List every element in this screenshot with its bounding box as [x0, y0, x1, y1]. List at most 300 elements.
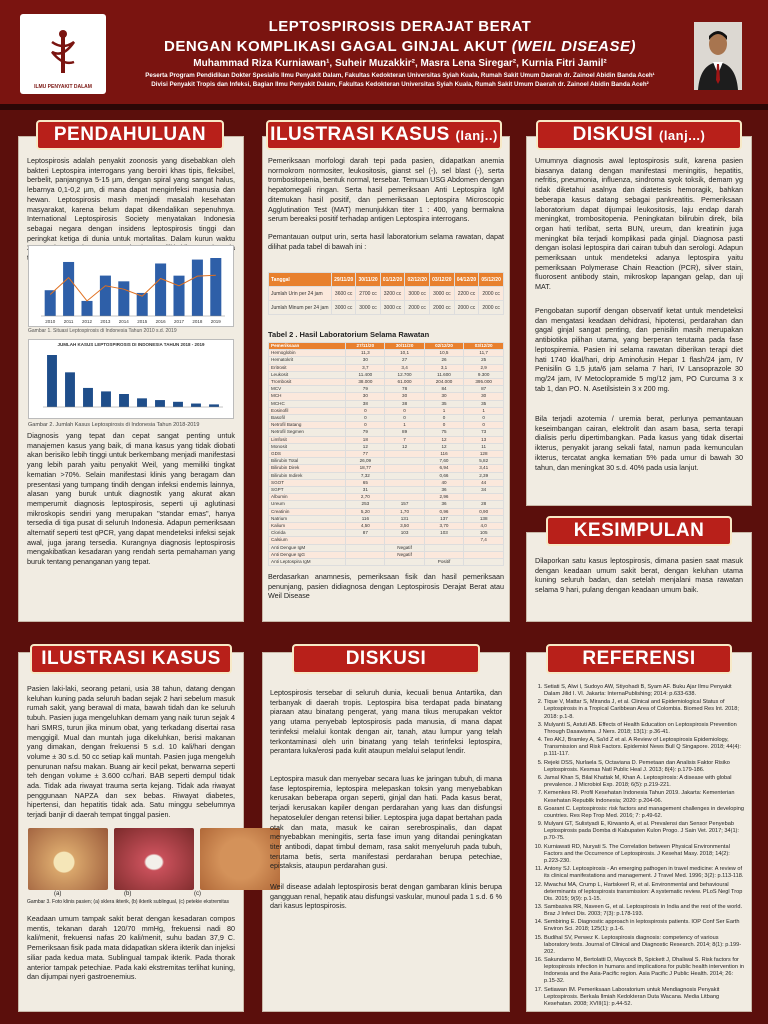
reference-item: 4. Teo AKJ, Bramley A, Sa'id Z et al. A Review of Leptospirosis Epidemiology, Transmission and Risk Factors. Epidemiol News Bull Q Singapore. 2018; 44(4): p.111-117. [544, 737, 744, 758]
lab-table-cell [424, 551, 464, 558]
reference-item: 6. Jamal Khan S, Bilal Khattak M, Khan A. Leptospirosis: A disease with global prevalence. J Microbiol Exp. 2018; 6(5): p.219-221. [544, 775, 744, 789]
fig1-caption: Gambar 1. Situasi Leptospirosis di Indonesia Tahun 2010 s.d. 2019 [28, 328, 177, 334]
poster-header [0, 0, 768, 104]
lab-table-cell: Negatif [385, 551, 424, 558]
lab-table-cell: 79 [346, 386, 385, 393]
lab-table-cell: 12 [346, 443, 385, 450]
kesimpulan-paragraph: Dilaporkan satu kasus leptospirosis, dimana pasien saat masuk dengan keadaan umum sakit berat, dengan keluhan utama kuning seluruh badan, dan setelah menjalani masa rawatan selama 9 hari, pulang dengan keadaan umum baik. [535, 556, 743, 595]
lab-table-cell: 253 [346, 501, 385, 508]
lab-table-cell: 138 [464, 515, 504, 522]
chart1-tick-label: 2011 [63, 319, 74, 324]
lab-table-cell: 27/11/20 [346, 343, 385, 350]
lab-table-cell: 44 [464, 479, 504, 486]
lab-table-cell: 128 [464, 451, 504, 458]
lab-table-cell: Basofil [269, 415, 346, 422]
urin-table-cell: Jumlah Urin per 24 jam [269, 287, 332, 301]
lab-table-cell: 7,4 [464, 537, 504, 544]
chart2-bar [101, 391, 111, 407]
chart1-tick-label: 2017 [173, 319, 185, 324]
lab-table-cell: Eosinofil [269, 407, 346, 414]
logo-text: ILMU PENYAKIT DALAM [34, 84, 92, 90]
ilustrasi-lanj-paragraph-3: Berdasarkan anamnesis, pemeriksaan fisik dan hasil pemeriksaan penunjang, pasien didiagnosa dengan Leptospirosis Derajat Berat atau Weil Disease [268, 572, 504, 601]
reference-item: 14. Sembiring E. Diagnostic approach in leptospirosis patients. IOP Conf Ser Earth Environ Sci. 2018; 125(1): p.1-6. [544, 919, 744, 933]
lab-table-cell: 18,77 [346, 465, 385, 472]
reference-item: 3. Mulyanti S, Astuti AB. Effects of Health Education on Leptospirosis Prevention Through Dasawisma. J Ners. 2018; 13(1): p.36-41. [544, 722, 744, 736]
pendahuluan-paragraph-1: Leptospirosis adalah penyakit zoonosis yang disebabkan oleh bakteri Leptospira interrogans yang beroiri khas tipis, fleksibel, berbelit, panjangnya 5-15 µm, dengan spiral yang sangat halus, lebarnya 0,1-0,2 µm, di mana dapat menginfeksi manusia dan hewan. Leptospirosis masih menjadi masalah kesehatan masyarakat, karena belum dapat dikendalikan sepenuhnya. International Leptospirosis Society menyatakan Indonesia sebagai negara dengan insidens leptospirosis tinggi dan peringkat ketiga di dunia untuk mortalitas. Dalam kurun waktu [27, 156, 235, 243]
chart1-bar [210, 258, 221, 316]
lab-table-row [269, 551, 504, 558]
diskusi-lanj-paragraph-2: Pengobatan suportif dengan observatif ketat untuk mendeteksi dan mengatasi keadaan dehidrasi, hipotensi, perdarahan dan gagal ginjal sangat penting, dan penisilin masih merupakan antibiotika pilihan utama, yang berperan terutama pada fase leptospiremia. Pasien ini selama rawatan diberikan terapi diet hati 1740 kkal/hari, drip Aminofusin Hepar 1 flash/24 jam, IV Penisilin G 1,5 juta/6 jam selama 7 hari, IV Lansoprazole 30 mg/24 jam, IV Metoclopramide 5 mg/12 jam, PO Curcuma 3 x tab 1, dan PO. N. Asetilsistein 3 x 200 mg. [535, 306, 743, 393]
urin-table-cell: 2000 cc [405, 301, 430, 315]
lab-table-cell: Anti Dengue IgM [269, 544, 346, 551]
photo-label-c: (c) [194, 891, 201, 897]
lab-table-row [269, 422, 504, 429]
lab-table-cell: 0 [346, 422, 385, 429]
chart1-bar [192, 260, 203, 316]
lab-table-cell: Creatinin [269, 508, 346, 515]
lab-table-cell: 4,50 [346, 523, 385, 530]
lab-table-row [269, 357, 504, 364]
lab-table-cell: 10,1 [385, 350, 424, 357]
lab-table-row [269, 458, 504, 465]
reference-item: 2. Tique V, Mattar S, Miranda J, et al. Clinical and Epidemiological Status of Leptospirosis in a Tropical Caribbean Area of Colombia. Biomed Res Int. 2018; 2018: p.1-8. [544, 699, 744, 720]
lab-table-cell: GDS [269, 451, 346, 458]
title2-italic: (WEIL DISEASE) [511, 38, 636, 55]
lab-table-grid [268, 342, 504, 566]
lab-table-row [269, 415, 504, 422]
section-title-diskusi: DISKUSI [292, 644, 480, 674]
lab-table-cell: 5,82 [464, 458, 504, 465]
lab-table-cell: 12 [385, 443, 424, 450]
lab-table-cell: 25 [464, 357, 504, 364]
lab-table-cell: 11.600 [424, 371, 464, 378]
lab-table-cell: 0 [424, 422, 464, 429]
lab-table-cell: 18 [346, 436, 385, 443]
lab-table-cell [464, 551, 504, 558]
lab-table-cell: 30 [346, 357, 385, 364]
lab-table-cell: 3,7 [346, 364, 385, 371]
lab-table-cell: Netrofil Segmen [269, 429, 346, 436]
chart2-bar [47, 355, 57, 407]
lab-table-cell [346, 551, 385, 558]
urin-table-cell: 2000 cc [479, 287, 504, 301]
photo-label-b: (b) [124, 891, 132, 897]
photo-petechiae [200, 828, 280, 890]
lab-table-cell: 38 [346, 400, 385, 407]
lab-table-cell: 11,7 [464, 350, 504, 357]
reference-item: 15. Budihal SV, Perwez K. Leptospirosis diagnosis: competency of various laboratory tests. Journal of Clinical and Diagnostic Research. 2014; 8(1): p.199-202. [544, 935, 744, 956]
urin-table-cell: Tanggal [269, 273, 332, 287]
urin-table [268, 272, 504, 315]
lab-table-cell: 1 [424, 407, 464, 414]
chart2-bar [173, 402, 183, 407]
urin-table-cell: 3000 cc [332, 301, 356, 315]
lab-table-cell: 87 [464, 386, 504, 393]
lab-table-cell: 38 [385, 400, 424, 407]
lab-table-cell: 87 [346, 530, 385, 537]
ilustrasi-lanj-paragraph-1: Pemeriksaan morfologi darah tepi pada pasien, didapatkan anemia normokrom normositer, leukositosis, gianst sel (-), sel blast (-), serta trombositopenia, bentuk normal, tersebar. Temuan USG Abdomen dengan hepatomegali ringan. Serta hasil pemeriksaan Anti Leptospira IgM ditemukan hasil positif, dan pemeriksaan Leptospira Microscopic Agglutination Test (MAT) menunjukkan titer 1 : 400, yang bermakna serum bereaksi positif terhadap antigen Leptospira interrogans. [268, 156, 504, 224]
lab-table-cell: Bilirubin Total [269, 458, 346, 465]
lab-table-row [269, 530, 504, 537]
lab-table-cell [346, 559, 385, 566]
lab-table-row [269, 501, 504, 508]
diskusi-paragraph-2: Leptospira masuk dan menyebar secara luas ke jaringan tubuh, di mana fase leptospiremia, leptospira melepaskan toksin yang menyebabkan kerusakan beberapa organ seperti, ginjal dan hati. Pada kasus berat, terjadi kerusakan kapiler dengan perdarahan yang luas dan disfungsi hepatoseluler dengan retensi bilier. Leptospira juga dapat bertahan pada otak dan mata, masuk ke cairan serebrospinalis, dan dapat menyebabkan meningitis, serta fase imun yang ditandai peningkatan titer antibodi, dapat timbul demam, rasa sakit menyeluruh pada tubuh, terutama betis, serta manifestasi perdarahan berupa petechiae, epistaksis, ataupun perdarahan gusi. [270, 774, 502, 871]
lab-table-cell: 36 [424, 487, 464, 494]
affiliation-2: Divisi Penyakit Tropis dan Infeksi, Bagian Ilmu Penyakit Dalam, Fakultas Kedokteran Universitas Syiah Kuala, Rumah Sakit Umum Daerah dr. Zainoel Abidin Banda Aceh² [151, 81, 649, 88]
lab-table-cell: 27 [385, 357, 424, 364]
lab-table-cell: Positif [424, 559, 464, 566]
lab-table-cell: 9.300 [464, 371, 504, 378]
urin-table-cell: 3000 cc [405, 287, 430, 301]
photo-sclera [28, 828, 108, 890]
lab-table-cell: 116 [346, 515, 385, 522]
lab-table-cell: 3,70 [424, 523, 464, 530]
author-photo [694, 22, 742, 90]
urin-table-cell: Jumlah Minum per 24 jam [269, 301, 332, 315]
diskusi-lanj-suffix: (lanj...) [658, 128, 706, 143]
lab-table-cell: Leukosit [269, 371, 346, 378]
department-logo [20, 14, 106, 94]
lab-table-cell: 131 [385, 515, 424, 522]
urin-table-row [269, 287, 504, 301]
urin-table-cell: 3000 cc [356, 301, 380, 315]
lab-table-cell: 65 [346, 479, 385, 486]
reference-item: 17. Setiawan IM. Pemeriksaan Laboratorium untuk Mendiagnosis Penyakit Leptospirosis. Berkala Ilmiah Kedokteran Duta Wacana. Media Litbang Kesehatan. 2008; XVIII(1): p.44-52. [544, 987, 744, 1008]
section-title-kesimpulan: KESIMPULAN [546, 516, 732, 546]
lab-table-cell: Anti Leptospira IgM [269, 559, 346, 566]
urin-table-row [269, 301, 504, 315]
lab-table-cell: 2,39 [464, 472, 504, 479]
reference-item: 12. Mwachui MA, Crump L, Hartskeerl R, et al. Environmental and behavioural determinants of leptospirosis transmission: A systematic review. PLoS Negl Trop Dis. 2015; 9(9): p.1-15. [544, 882, 744, 903]
lab-table-cell: Limfosit [269, 436, 346, 443]
lab-table-cell: Anti Dengue IgG [269, 551, 346, 558]
section-title-referensi: REFERENSI [546, 644, 732, 674]
urin-table-cell: 02/12/20 [405, 273, 430, 287]
ilustrasi-lanj-title: ILUSTRASI KASUS [270, 124, 450, 145]
lab-table-row [269, 429, 504, 436]
lab-table-cell: 03/12/20 [464, 343, 504, 350]
lab-table-cell: 0,90 [464, 508, 504, 515]
caduceus-icon [38, 28, 88, 78]
lab-table-cell: 1,70 [385, 508, 424, 515]
urin-table-cell: 2200 cc [454, 287, 479, 301]
lab-table-cell: 0 [346, 415, 385, 422]
chart1-bar [63, 262, 74, 316]
lab-table-cell: Calsium [269, 537, 346, 544]
lab-table-row [269, 479, 504, 486]
ilustrasi-paragraph-2: Keadaan umum tampak sakit berat dengan kesadaran compos mentis, tekanan darah 120/70 mmHg, frekuensi nadi 80 kali/menit, frekuensi nafas 20 kali/menit, suhu badan 37,9 C. Pemeriksaan fisik pada mata didapatkan sklera ikterik dan injeksi siliar pada kedua mata. Sublingual tampak ikterik. Pada thorak anterior tampak petechiae. Pada kaki ekstremitas terlihat kuning, dan dijumpai nyeri gastroenemius. [27, 914, 235, 982]
lab-table-cell: 3,50 [385, 523, 424, 530]
lab-table-cell: 30 [424, 393, 464, 400]
lab-table-cell: 73 [464, 429, 504, 436]
lab-table-cell [464, 559, 504, 566]
lab-table-cell [464, 544, 504, 551]
lab-table-cell: MCH [269, 393, 346, 400]
lab-table-cell: Eritrosit [269, 364, 346, 371]
lab-table-cell: Ureum [269, 501, 346, 508]
poster-title-line2 [110, 38, 690, 55]
chart1-bar [81, 301, 92, 316]
chart2-bar [137, 398, 147, 407]
ilustrasi-lanj-suffix: (lanj..) [455, 128, 498, 143]
lab-table-cell: 77 [346, 451, 385, 458]
chart1-line [50, 275, 216, 301]
fig3-caption: Gambar 3. Foto klinis pasien; (a) sklera ikterik, (b) ikterik sublingual, (c) petekie ekstremitas [27, 899, 230, 905]
lab-table-cell [385, 487, 424, 494]
lab-table-cell: Natrium [269, 515, 346, 522]
chart1-svg [29, 246, 235, 328]
lab-table-cell: 36 [424, 501, 464, 508]
lab-table-row [269, 508, 504, 515]
lab-table-cell [385, 559, 424, 566]
lab-table-cell [424, 537, 464, 544]
lab-table-cell [385, 472, 424, 479]
urin-table-cell: 05/12/20 [479, 273, 504, 287]
lab-table-cell: 0 [385, 415, 424, 422]
urin-table-cell: 2000 cc [479, 301, 504, 315]
lab-table-row [269, 443, 504, 450]
lab-table-row [269, 472, 504, 479]
lab-table-cell: 7,32 [346, 472, 385, 479]
diskusi-lanj-paragraph-3: Bila terjadi azotemia / uremia berat, perlunya pemantauan keseimbangan cairan, elektrolit dan asam basa, serta terapi dialisis perlu dipertimbangkan. Pada kasus yang tidak disertai ikterus, penyakit jarang sekali fatal, namun pada kemunculan ikterus, tercatat angka kematian 5% pada umur di bawah 30 tahun, dan meningkat 30 s.d. 40% pada usia lanjut. [535, 414, 743, 472]
lab-table-row [269, 386, 504, 393]
lab-table-cell: Kalium [269, 523, 346, 530]
chart1-bar [155, 263, 166, 316]
pendahuluan-paragraph-2: Diagnosis yang tepat dan cepat sangat penting untuk manajemen kasus yang baik, di mana kasus yang tidak diobati akan berisiko lebih tinggi untuk berkembang menjadi manifestasi yang lebih parah yaitu penyakit Weil, yang memiliki tingkat kematian >70%. Selain manifestasi klinis yang beragam dan presentasi yang tumpang tindih dengan infeksi endemis lainnya, alasan yang buruk untuk diagnostik yang akurat akan memperumit diagnosis leptospirosis, seperti uji aglutinasi mikroskopis sendiri yang merupakan "standar emas", hanya tersedia di tiga pusat di seluruh Indonesia. Adapun pemeriksaan alternatif seperti test qPCR, yang dapat mendeteksi infeksi sejak awal, juga jarang tersedia. Kurangnya diagnosis leptospirosis mengakibatkan kesadaran yang rendah serta pemahaman yang buruk tentang penanganan yang tepat. [27, 431, 235, 567]
lab-table-cell: 0 [385, 407, 424, 414]
lab-table-cell: 3,1 [424, 364, 464, 371]
lab-table-cell: 4,0 [464, 523, 504, 530]
lab-table-cell: 02/12/20 [424, 343, 464, 350]
diskusi-paragraph-1: Leptospirosis tersebar di seluruh dunia, kecuali benua Antartika, dan terbanyak di daerah tropis. Leptospira bisa terdapat pada binatang piaraan atau binatang pengerat, yang mana tikus merupakan vektor yang utama penyebab leptospirosis pada manusia, di mana dapat terinfeksi melalui kontak dengan air, tanah, atau lumpur yang telah terkontaminasi oleh urin binatang yang telah terinfeksi leptospira, perantara luka/erosi pada kulit ataupun melalui selaput lendir. [270, 688, 502, 756]
lab-table-cell [346, 537, 385, 544]
lab-table-cell: Pemeriksaan [269, 343, 346, 350]
lab-table [268, 342, 504, 566]
lab-table-cell: 116 [424, 451, 464, 458]
reference-list [534, 684, 744, 1009]
lab-table-cell: 35 [424, 400, 464, 407]
urin-table-row [269, 273, 504, 287]
lab-table-cell [385, 458, 424, 465]
lab-table-cell: Negatif [385, 544, 424, 551]
lab-table-cell: 1 [464, 407, 504, 414]
chart1-tick-label: 2014 [118, 319, 129, 324]
chart1-bar [173, 276, 184, 316]
reference-item: 16. Sakundarno M, Bertolatti D, Maycock B, Spickett J, Dhaliwal S. Risk factors for leptospirosis infection in humans and implications for public health intervention in Indonesia and the Asia-Pacific region. Asia Pacific J Public Health. 2014; 26: p.15-32. [544, 957, 744, 985]
lab-table-row [269, 515, 504, 522]
chart-leptospirosis-2010-2019 [28, 245, 234, 327]
lab-table-cell [385, 451, 424, 458]
reference-item: 10. Kurniawati RD, Nuryati S. The Correlation between Physical Environmental Factors and the Occurrence of Leptospirosis. J Kesehat Masy. 2018; 14(2): p.223-230. [544, 844, 744, 865]
chart1-tick-label: 2013 [100, 319, 111, 324]
lab-table-cell: 3,41 [464, 465, 504, 472]
lab-table-row [269, 371, 504, 378]
lab-table-cell: 0,96 [424, 508, 464, 515]
lab-table-cell: 12 [424, 436, 464, 443]
chart2-title: JUMLAH KASUS LEPTOSPIROSIS DI INDONESIA TAHUN 2018 - 2019 [57, 342, 205, 347]
lab-table-cell: 30 [464, 393, 504, 400]
lab-table-row [269, 537, 504, 544]
lab-table-cell: Monosit [269, 443, 346, 450]
urin-table-cell: 2700 cc [356, 287, 380, 301]
diskusi-lanj-title: DISKUSI [572, 124, 654, 145]
lab-table-cell: 35 [464, 400, 504, 407]
authors: Muhammad Riza Kurniawan¹, Suheir Muzakkir², Masra Lena Siregar², Kurnia Fitri Jamil² [193, 58, 607, 69]
lab-table-cell: MCHC [269, 400, 346, 407]
lab-table-cell: 30 [346, 393, 385, 400]
lab-table-cell: 30 [385, 393, 424, 400]
lab-table-row [269, 451, 504, 458]
lab-table-cell: 7 [385, 436, 424, 443]
lab-table-cell: 26 [424, 357, 464, 364]
lab-table-cell: 105 [464, 530, 504, 537]
urin-table-cell: 29/11/20 [332, 273, 356, 287]
urin-table-cell: 3000 cc [380, 301, 405, 315]
diskusi-lanj-paragraph-1: Umumnya diagnosis awal leptospirosis sulit, karena pasien biasanya datang dengan manifestasi meningitis, hepatitis, nefritis, pneumonia, influenza, sindroma syok toksik, demam yg tidak diketahui asalnya dan diatetesis hemoragik, bahkan beberapa kasus datang sebagai pankreatitis. Pemeriksaan laboratorium dapat dijumpai leukositosis, laju endap darah meningkat, trombositopenia. Peningkatan bilirubin direk, bila organ hati terlibat, serta BUN, ureum, dan kreatinin juga meningkat bila terjadi komplikasi pada ginjal. Diagnosa pasti dengan isolasi leptospira dari cairan tubuh dan serologi. Adapun pemeriksaan untuk mendeteksi adanya leptospira yaitu pemeriksaan Polymerase Chain Reaction (PCR), silver stain, fluorosent antibody stain, mikroskop lapangan gelap, dan uji MAT. [535, 156, 743, 292]
lab-table-row [269, 400, 504, 407]
urin-table-cell: 03/12/20 [430, 273, 455, 287]
lab-table-row [269, 350, 504, 357]
lab-table-cell: Clorida [269, 530, 346, 537]
lab-table-row [269, 487, 504, 494]
lab-table-cell: 2,9 [464, 364, 504, 371]
lab-table-cell: 157 [385, 501, 424, 508]
photo-label-a: (a) [54, 891, 62, 897]
lab-table-cell: 34 [464, 487, 504, 494]
urin-table-cell: 04/12/20 [454, 273, 479, 287]
lab-table-cell: 13 [464, 436, 504, 443]
lab-table-caption: Tabel 2 . Hasil Laboratorium Selama Rawatan [268, 330, 430, 339]
chart-kasus-2018-2019 [28, 339, 234, 419]
reference-item: 5. Rejeki DSS, Nurlaela S, Octaviana D. Pemetaan dan Analisis Faktor Risiko Leptospirosis. Kesmas Natl Public Heal J. 2013; 8(4): p.179-186. [544, 760, 744, 774]
section-title-diskusi-lanj [536, 120, 742, 150]
lab-table-cell: 75 [424, 429, 464, 436]
lab-table-row [269, 436, 504, 443]
ilustrasi-paragraph-1: Pasien laki-laki, seorang petani, usia 38 tahun, datang dengan keluhan kuning pada seluruh badan sejak 2 hari sebelum masuk rumah sakit, yang berawal di mata, bawah tidah dan ke seluruh tubuh. Pasien juga mengeluhkan demam yang naik turun sejak 4 hari SMRS, turun jika minum obat, yang terkadang disertai rasa menggigil. Mual dan muntah juga dikeluhkan, berisi makanan yang dimakan, dengan frekuensi 5 s.d. 10 kali/hari dengan volume ± 30 s.d. 50 cc setiap kali muntah. Pasien juga mengeluh penurunan nafsu makan. Buang air kecil pekat, berwarna seperti teh dengan volume ± 3.600 cc/hari. BAB seperti dempul tidak ada. Tidak ada riwayat trauma serta kejang. Tidak ada riwayat penggunaan NAPZA dan sex bebas. Riwayat diabetes, hipertensi, dan hepatitis tidak ada. Satu minggu sebelumnya terjadi banjir di daerah tempat tinggal pasien. [27, 684, 235, 820]
lab-table-cell: 38.000 [346, 379, 385, 386]
lab-table-cell: SGOT [269, 479, 346, 486]
lab-table-cell: 7,60 [424, 458, 464, 465]
lab-table-cell: 40 [424, 479, 464, 486]
urin-table-cell: 3000 cc [430, 287, 455, 301]
lab-table-row [269, 523, 504, 530]
lab-table-row [269, 393, 504, 400]
lab-table-cell: 0 [424, 415, 464, 422]
urin-table-cell: 30/11/20 [356, 273, 380, 287]
lab-table-cell [464, 494, 504, 501]
urin-table-cell: 2000 cc [454, 301, 479, 315]
fig2-caption: Gambar 2. Jumlah Kasus Leptospirosis di Indonesia Tahun 2018-2019 [28, 422, 200, 428]
reference-item: 11. Antony SJ. Leptospirosis - An emerging pathogen in travel medicine: A review of its clinical manifestations and management. J Travel Med. 1996; 3(2): p.113-118. [544, 866, 744, 880]
lab-table-cell: 0 [464, 422, 504, 429]
lab-table-cell: 79 [346, 429, 385, 436]
lab-table-row [269, 379, 504, 386]
chart1-tick-label: 2016 [155, 319, 166, 324]
reference-item: 9. Mulyani GT, Sulistyadi E, Kirwanto A, et al. Prevalensi dan Sensor Penyebab Leptospirosis pada Domba di Kabupaten Kulon Progo. J Sain Vet. 2017; 34(1): p.70-75. [544, 821, 744, 842]
chart2-bar [209, 404, 219, 407]
chart2-bar [191, 404, 201, 407]
lab-table-cell [385, 537, 424, 544]
affiliation-1: Peserta Program Pendidikan Dokter Spesialis Ilmu Penyakit Dalam, Fakultas Kedokteran Universitas Syiah Kuala, Rumah Sakit Umum Daerah dr. Zainoel Abidin Banda Aceh¹ [145, 72, 655, 79]
lab-table-cell: 10,5 [424, 350, 464, 357]
lab-table-cell [424, 544, 464, 551]
lab-table-cell: 0 [346, 407, 385, 414]
urin-table-cell: 3200 cc [380, 287, 405, 301]
lab-table-row [269, 465, 504, 472]
lab-table-cell: 78 [385, 386, 424, 393]
lab-table-cell: 12 [424, 443, 464, 450]
chart2-svg [29, 347, 235, 417]
ilustrasi-lanj-paragraph-2: Pemantauan output urin, serta hasil laboratorium selama rawatan, dapat dilihat pada tabel di bawah ini : [268, 232, 504, 251]
lab-table-cell: Bilirubin Indirek [269, 472, 346, 479]
lab-table-cell: 137 [424, 515, 464, 522]
lab-table-cell: 11,3 [346, 350, 385, 357]
lab-table-row [269, 343, 504, 350]
urin-table-cell: 01/12/20 [380, 273, 405, 287]
lab-table-cell: 28 [464, 501, 504, 508]
chart1-tick-label: 2019 [210, 319, 221, 324]
section-title-ilustrasi: ILUSTRASI KASUS [30, 644, 232, 674]
lab-table-cell: 395.000 [464, 379, 504, 386]
chart2-bar [155, 400, 165, 407]
chart1-bar [100, 276, 111, 316]
lab-table-cell: 0 [464, 415, 504, 422]
reference-item: 8. Goarant C. Leptospirosis: risk factors and management challenges in developing countries. Res Rep Trop Med. 2016; 7: p.49-62. [544, 806, 744, 820]
photo-sublingual [114, 828, 194, 890]
chart1-tick-label: 2018 [192, 319, 203, 324]
lab-table-cell: 26,09 [346, 458, 385, 465]
chart2-bar [65, 372, 75, 407]
reference-item: 7. Kemenkes RI. Profil Kesehatan Indonesia Tahun 2019. Jakarta: Kementerian Kesehatan Republik Indonesia; 2020: p.204-06. [544, 790, 744, 804]
chart2-bar [83, 388, 93, 407]
lab-table-cell: 30/11/20 [385, 343, 424, 350]
lab-table-row [269, 559, 504, 566]
poster-title-line1: LEPTOSPIROSIS DERAJAT BERAT [268, 18, 532, 35]
lab-table-cell: Trombosit [269, 379, 346, 386]
lab-table-cell: Hematokrit [269, 357, 346, 364]
lab-table-cell: 89 [385, 429, 424, 436]
chart1-tick-label: 2010 [45, 319, 56, 324]
urin-table-cell: 3600 cc [332, 287, 356, 301]
lab-table-row [269, 407, 504, 414]
lab-table-cell: 61.000 [385, 379, 424, 386]
lab-table-cell: Bilirubin Direk [269, 465, 346, 472]
lab-table-cell: 204.000 [424, 379, 464, 386]
lab-table-cell: 0,66 [424, 472, 464, 479]
lab-table-row [269, 494, 504, 501]
lab-table-cell: 12.700 [385, 371, 424, 378]
chart1-bar [118, 281, 129, 316]
clinical-photos [28, 828, 280, 890]
lab-table-cell: MCV [269, 386, 346, 393]
lab-table-cell: 84 [424, 386, 464, 393]
lab-table-cell: 103 [424, 530, 464, 537]
lab-table-cell: 6,94 [424, 465, 464, 472]
lab-table-cell: 11 [464, 443, 504, 450]
lab-table-cell [385, 479, 424, 486]
lab-table-cell: SGPT [269, 487, 346, 494]
section-title-pendahuluan: PENDAHULUAN [36, 120, 224, 150]
lab-table-cell: Albumin [269, 494, 346, 501]
section-title-ilustrasi-lanj [266, 120, 502, 150]
lab-table-cell: 5,20 [346, 508, 385, 515]
lab-table-cell [385, 465, 424, 472]
reference-item: 13. Sambasiva RR, Naveen G, et al. Leptospirosis in India and the rest of the world. Braz J Infect Dis. 2003; 7(3): p.178-193. [544, 904, 744, 918]
urin-table-cell: 2000 cc [430, 301, 455, 315]
lab-table-cell: 103 [385, 530, 424, 537]
header-divider [0, 104, 768, 110]
chart1-tick-label: 2012 [81, 319, 93, 324]
